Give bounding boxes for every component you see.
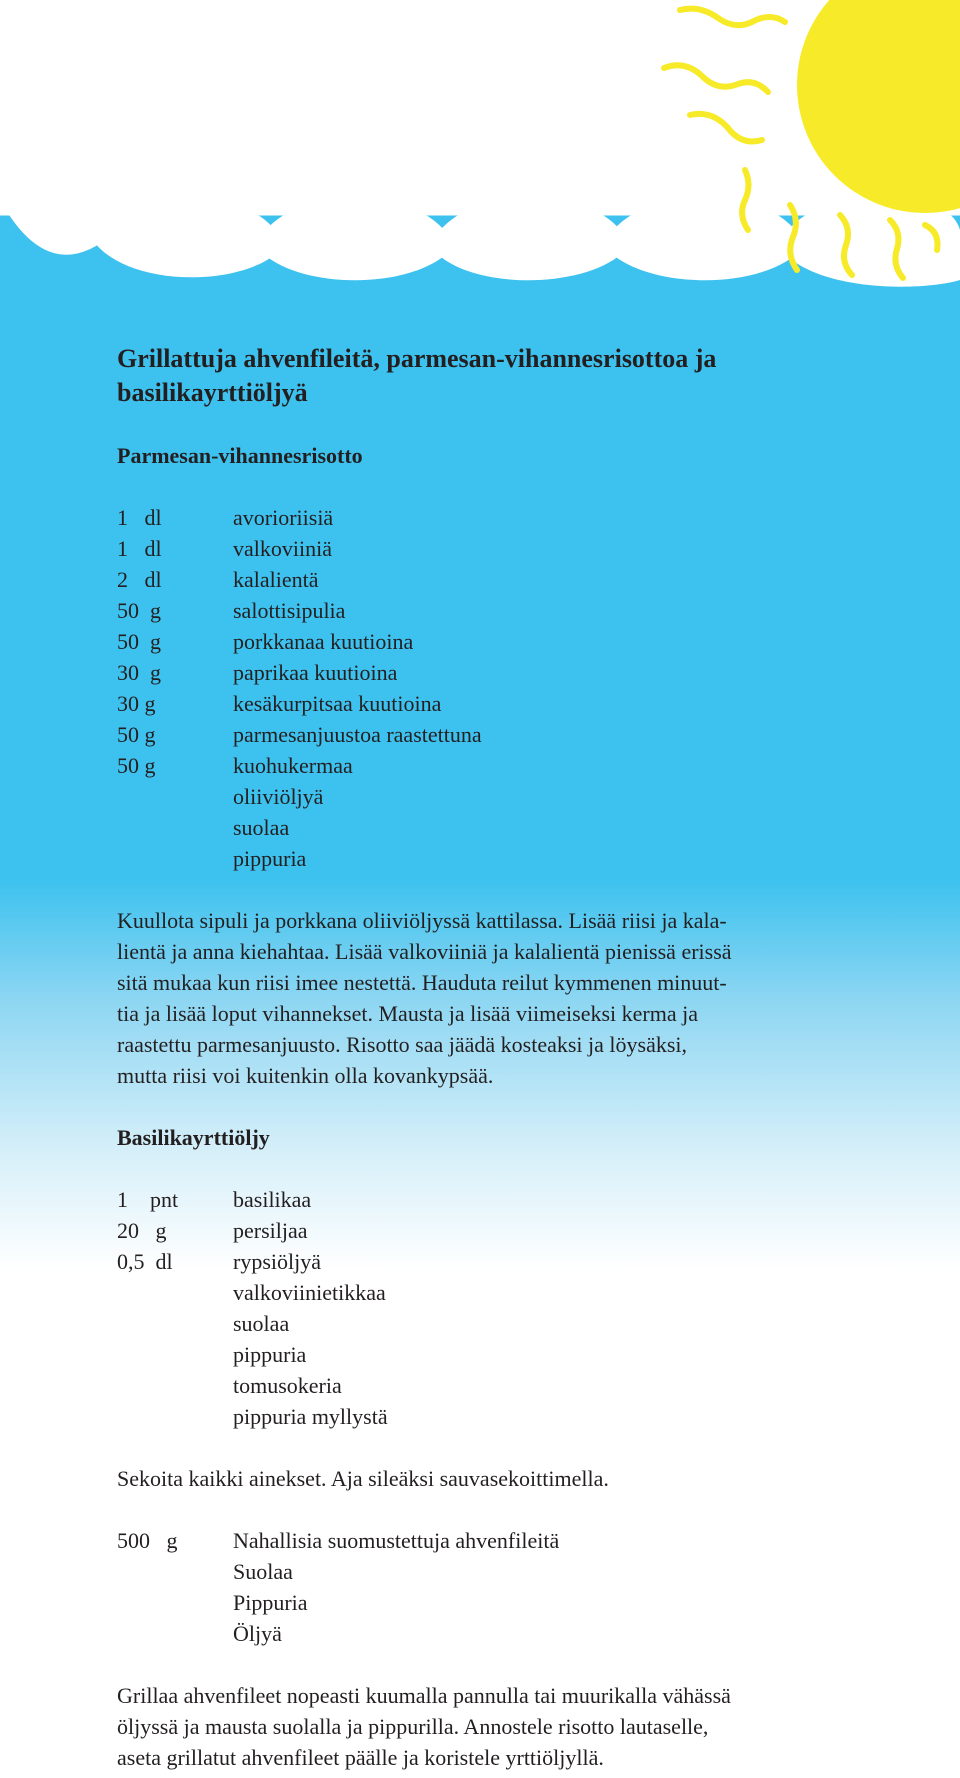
- ingredient-name: persiljaa: [233, 1218, 308, 1243]
- ingredient-row: [117, 1587, 917, 1618]
- ingredient-quantity: 50 g: [117, 722, 156, 747]
- fish-ingredient-list: [117, 1525, 917, 1649]
- ingredient-name: valkoviiniä: [233, 536, 332, 561]
- ingredient-name: pippuria: [233, 1342, 307, 1367]
- ingredient-row: [117, 843, 917, 874]
- ingredient-row: [117, 1246, 917, 1277]
- ingredient-row: [117, 1277, 917, 1308]
- ingredient-quantity: [117, 1370, 233, 1401]
- ingredient-row: [117, 1184, 917, 1215]
- ingredient-row: [117, 1556, 917, 1587]
- ingredient-quantity: 50 g: [117, 753, 156, 778]
- ingredient-quantity: [117, 1618, 233, 1649]
- ingredient-name: avorioriisiä: [233, 505, 334, 530]
- ingredient-quantity: 50 g: [117, 598, 161, 623]
- ingredient-row: [117, 750, 917, 781]
- ingredient-name: kesäkurpitsaa kuutioina: [233, 691, 442, 716]
- ingredient-row: [117, 1339, 917, 1370]
- ingredient-row: [117, 1401, 917, 1432]
- ingredient-row: [117, 533, 917, 564]
- oil-heading: Basilikayrttiöljy: [117, 1125, 270, 1150]
- text-line: öljyssä ja mausta suolalla ja pippurilla. Annostele risotto lautaselle,: [117, 1714, 709, 1739]
- ingredient-quantity: [117, 812, 233, 843]
- ingredient-row: [117, 812, 917, 843]
- ingredient-name: salottisipulia: [233, 598, 346, 623]
- ingredient-quantity: [117, 1587, 233, 1618]
- ingredient-quantity: [117, 1277, 233, 1308]
- ingredient-quantity: [117, 1556, 233, 1587]
- header-illustration: [0, 0, 960, 290]
- risotto-heading: Parmesan-vihannesrisotto: [117, 443, 363, 468]
- ingredient-row: [117, 502, 917, 533]
- ingredient-quantity: 1 dl: [117, 536, 162, 561]
- ingredient-name: Nahallisia suomustettuja ahvenfileitä: [233, 1528, 560, 1553]
- risotto-method: [117, 905, 857, 1091]
- ingredient-name: kuohukermaa: [233, 753, 353, 778]
- ingredient-quantity: 30 g: [117, 691, 156, 716]
- ingredient-name: Öljyä: [233, 1621, 282, 1646]
- ingredient-row: [117, 595, 917, 626]
- ingredient-name: suolaa: [233, 1311, 290, 1336]
- ingredient-row: [117, 1370, 917, 1401]
- ingredient-name: basilikaa: [233, 1187, 312, 1212]
- ingredient-name: pippuria myllystä: [233, 1404, 388, 1429]
- ingredient-name: tomusokeria: [233, 1373, 342, 1398]
- text-line: tia ja lisää loput vihannekset. Mausta ja lisää viimeiseksi kerma ja: [117, 1001, 699, 1026]
- text-line: raastettu parmesanjuusto. Risotto saa jäädä kosteaksi ja löysäksi,: [117, 1032, 688, 1057]
- ingredient-row: [117, 781, 917, 812]
- ingredient-quantity: [117, 1401, 233, 1432]
- ingredient-name: pippuria: [233, 846, 307, 871]
- ingredient-name: valkoviinietikkaa: [233, 1280, 386, 1305]
- ingredient-name: rypsiöljyä: [233, 1249, 321, 1274]
- ingredient-name: kalalientä: [233, 567, 319, 592]
- ingredient-name: porkkanaa kuutioina: [233, 629, 414, 654]
- ingredient-quantity: [117, 781, 233, 812]
- ingredient-quantity: 30 g: [117, 660, 161, 685]
- fish-method: [117, 1680, 857, 1773]
- ingredient-row: [117, 688, 917, 719]
- ingredient-row: [117, 564, 917, 595]
- text-line: Grillaa ahvenfileet nopeasti kuumalla pannulla tai muurikalla vähässä: [117, 1683, 731, 1708]
- recipe-title: [117, 342, 817, 410]
- ingredient-quantity: 20 g: [117, 1218, 167, 1243]
- ingredient-quantity: [117, 1339, 233, 1370]
- oil-method: Sekoita kaikki ainekset. Aja sileäksi sauvasekoittimella.: [117, 1466, 609, 1491]
- text-line: lientä ja anna kiehahtaa. Lisää valkoviiniä ja kalalientä pienissä erissä: [117, 939, 732, 964]
- ingredient-name: Pippuria: [233, 1590, 308, 1615]
- ingredient-row: [117, 719, 917, 750]
- ingredient-quantity: 50 g: [117, 629, 161, 654]
- ingredient-name: paprikaa kuutioina: [233, 660, 398, 685]
- ingredient-row: [117, 1215, 917, 1246]
- title-line: basilikayrttiöljyä: [117, 378, 308, 407]
- ingredient-name: suolaa: [233, 815, 290, 840]
- ingredient-row: [117, 1618, 917, 1649]
- ingredient-quantity: 0,5 dl: [117, 1249, 173, 1274]
- risotto-ingredient-list: [117, 502, 917, 874]
- text-line: aseta grillatut ahvenfileet päälle ja koristele yrttiöljyllä.: [117, 1745, 604, 1770]
- recipe-content: [117, 342, 917, 1773]
- ingredient-quantity: 500 g: [117, 1528, 178, 1553]
- ingredient-name: Suolaa: [233, 1559, 293, 1584]
- ingredient-row: [117, 657, 917, 688]
- ingredient-row: [117, 1525, 917, 1556]
- text-line: Kuullota sipuli ja porkkana oliiviöljyssä kattilassa. Lisää riisi ja kala-: [117, 908, 727, 933]
- ingredient-name: parmesanjuustoa raastettuna: [233, 722, 482, 747]
- ingredient-row: [117, 626, 917, 657]
- oil-ingredient-list: [117, 1184, 917, 1432]
- ingredient-quantity: 1 dl: [117, 505, 162, 530]
- text-line: mutta riisi voi kuitenkin olla kovankypsää.: [117, 1063, 494, 1088]
- ingredient-quantity: 1 pnt: [117, 1187, 179, 1212]
- ingredient-row: [117, 1308, 917, 1339]
- ingredient-quantity: [117, 1308, 233, 1339]
- ingredient-quantity: 2 dl: [117, 567, 162, 592]
- ingredient-quantity: [117, 843, 233, 874]
- text-line: sitä mukaa kun riisi imee nestettä. Hauduta reilut kymmenen minuut-: [117, 970, 727, 995]
- ingredient-name: oliiviöljyä: [233, 784, 324, 809]
- title-line: Grillattuja ahvenfileitä, parmesan-vihannesrisottoa ja: [117, 344, 717, 373]
